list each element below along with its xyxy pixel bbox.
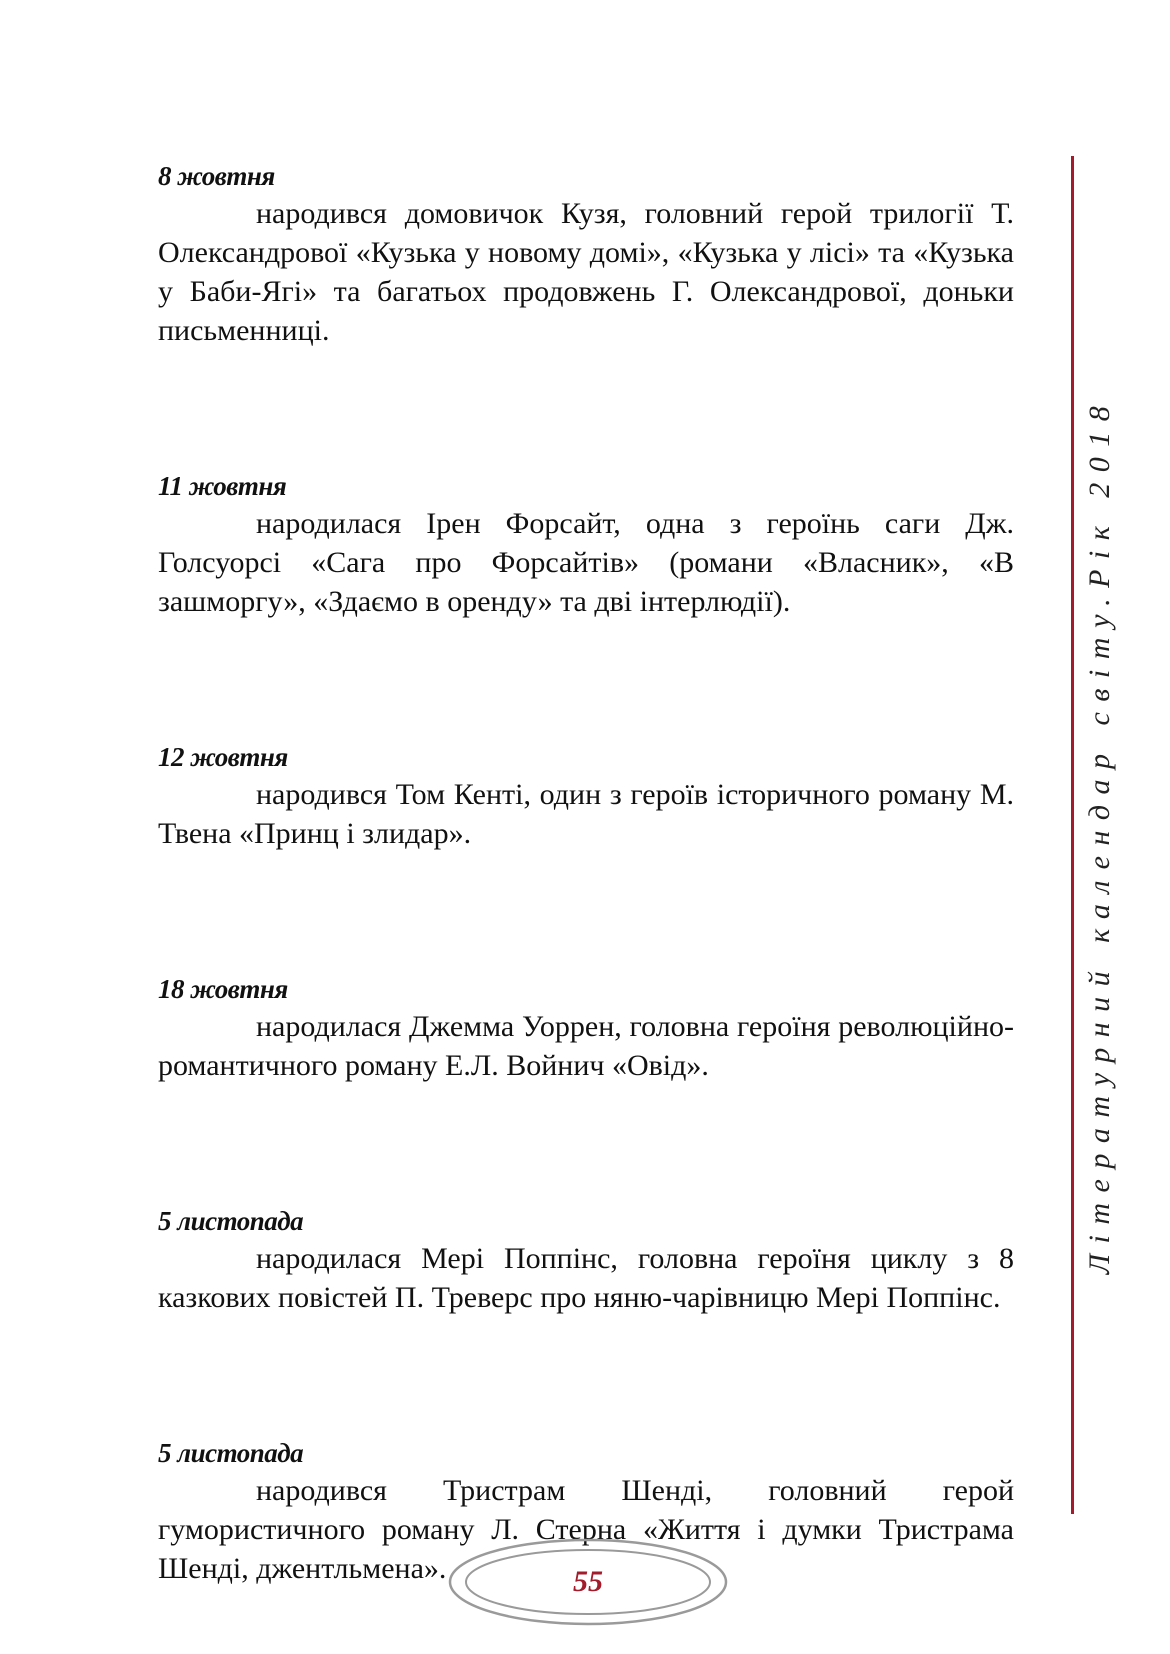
calendar-entry xyxy=(158,158,1014,350)
entry-text: народилася Мері Поппінс, головна героїня циклу з 8 казкових повістей П. Треверс про няню-чарівницю Мері Поппінс. xyxy=(158,1242,1014,1314)
entry-date: 5 листопада xyxy=(158,1438,304,1468)
page-number: 55 xyxy=(573,1565,603,1598)
entry-date: 8 жовтня xyxy=(158,161,275,191)
calendar-entry xyxy=(158,739,1014,853)
side-rule-divider xyxy=(1071,156,1074,1514)
side-running-title: Літературний календар світу.Рік 2018 xyxy=(1083,395,1116,1275)
entry-text: народився Тристрам Шенді, головний герой гумористичного роману Л. Стерна «Життя і думки Тристрама Шенді, джентльмена». xyxy=(158,1474,1014,1585)
entry-date: 5 листопада xyxy=(158,1206,304,1236)
calendar-entry xyxy=(158,971,1014,1085)
entry-date: 12 жовтня xyxy=(158,742,288,772)
entry-text: народилася Джемма Уоррен, головна героїня революційно-романтичного роману Е.Л. Войнич «Овід». xyxy=(158,1010,1014,1082)
calendar-entry xyxy=(158,468,1014,621)
entry-date: 11 жовтня xyxy=(158,471,287,501)
entry-text: народився домовичок Кузя, головний герой трилогії Т. Олександрової «Кузька у новому домі», «Кузька у лісі» та «Кузька у Баби-Ягі» та багатьох продовжень Г. Олександрової, доньки письменниці. xyxy=(158,197,1014,347)
page-number-badge xyxy=(446,1536,730,1628)
entry-text: народилася Ірен Форсайт, одна з героїнь саги Дж. Голсуорсі «Сага про Форсайтів» (романи «Власник», «В зашморгу», «Здаємо в оренду» та дві інтерлюдії). xyxy=(158,507,1014,618)
calendar-entry xyxy=(158,1203,1014,1317)
entries-list xyxy=(158,158,1014,1588)
entry-date: 18 жовтня xyxy=(158,974,288,1004)
entry-text: народився Том Кенті, один з героїв історичного роману М. Твена «Принц і злидар». xyxy=(158,778,1014,850)
